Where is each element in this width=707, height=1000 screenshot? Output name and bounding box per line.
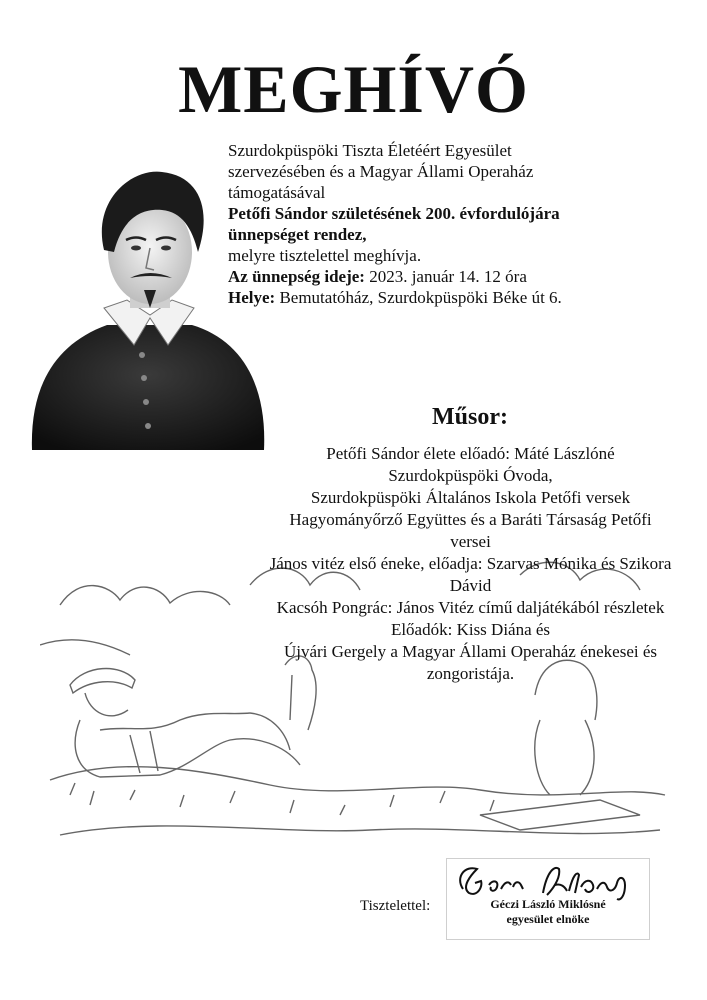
occasion-line-1: Petőfi Sándor születésének 200. évfordulójára [228,204,560,223]
occasion-line-2: ünnepséget rendez, [228,225,367,244]
program-item: Kacsóh Pongrác: János Vitéz című daljátékából részletek [276,598,665,617]
organizer-line-1: Szurdokpüspöki Tiszta Életéért Egyesület [228,141,512,160]
invite-line: melyre tisztelettel meghívja. [228,246,422,265]
invitation-text [228,140,688,308]
page-title: MEGHÍVÓ [178,51,529,127]
program-item: Előadók: Kiss Diána és [390,620,551,639]
place-value: Bemutatóház, Szurdokpüspöki Béke út 6. [279,288,562,307]
signatory-name: Géczi László Miklósné [490,897,606,911]
signature-block [446,858,650,940]
program-item: Hagyományőrző Együttes és a Baráti Társaság Petőfi versei [289,510,652,551]
signatory-role: egyesület elnöke [506,912,590,926]
time-value: 2023. január 14. 12 óra [369,267,527,286]
program-list [268,443,673,685]
signoff-label: Tisztelettel: [360,898,431,914]
place-label: Helye: [228,288,276,307]
program-item: Újvári Gergely a Magyar Állami Operaház énekesei és zongoristája. [283,642,658,683]
program-title: Műsor: [432,404,508,430]
organizer-line-3: támogatásával [228,183,326,202]
program-item: Szurdokpüspöki Általános Iskola Petőfi versek [310,488,631,507]
program-item: Szurdokpüspöki Óvoda, [388,466,553,485]
program-item: János vitéz első éneke, előadja: Szarvas Mónika és Szikora Dávid [269,554,672,595]
program-item: Petőfi Sándor élete előadó: Máté Lászlóné [326,444,615,463]
time-label: Az ünnepség ideje: [228,267,365,286]
organizer-line-2: szervezésében és a Magyar Állami Operaház [228,162,534,181]
